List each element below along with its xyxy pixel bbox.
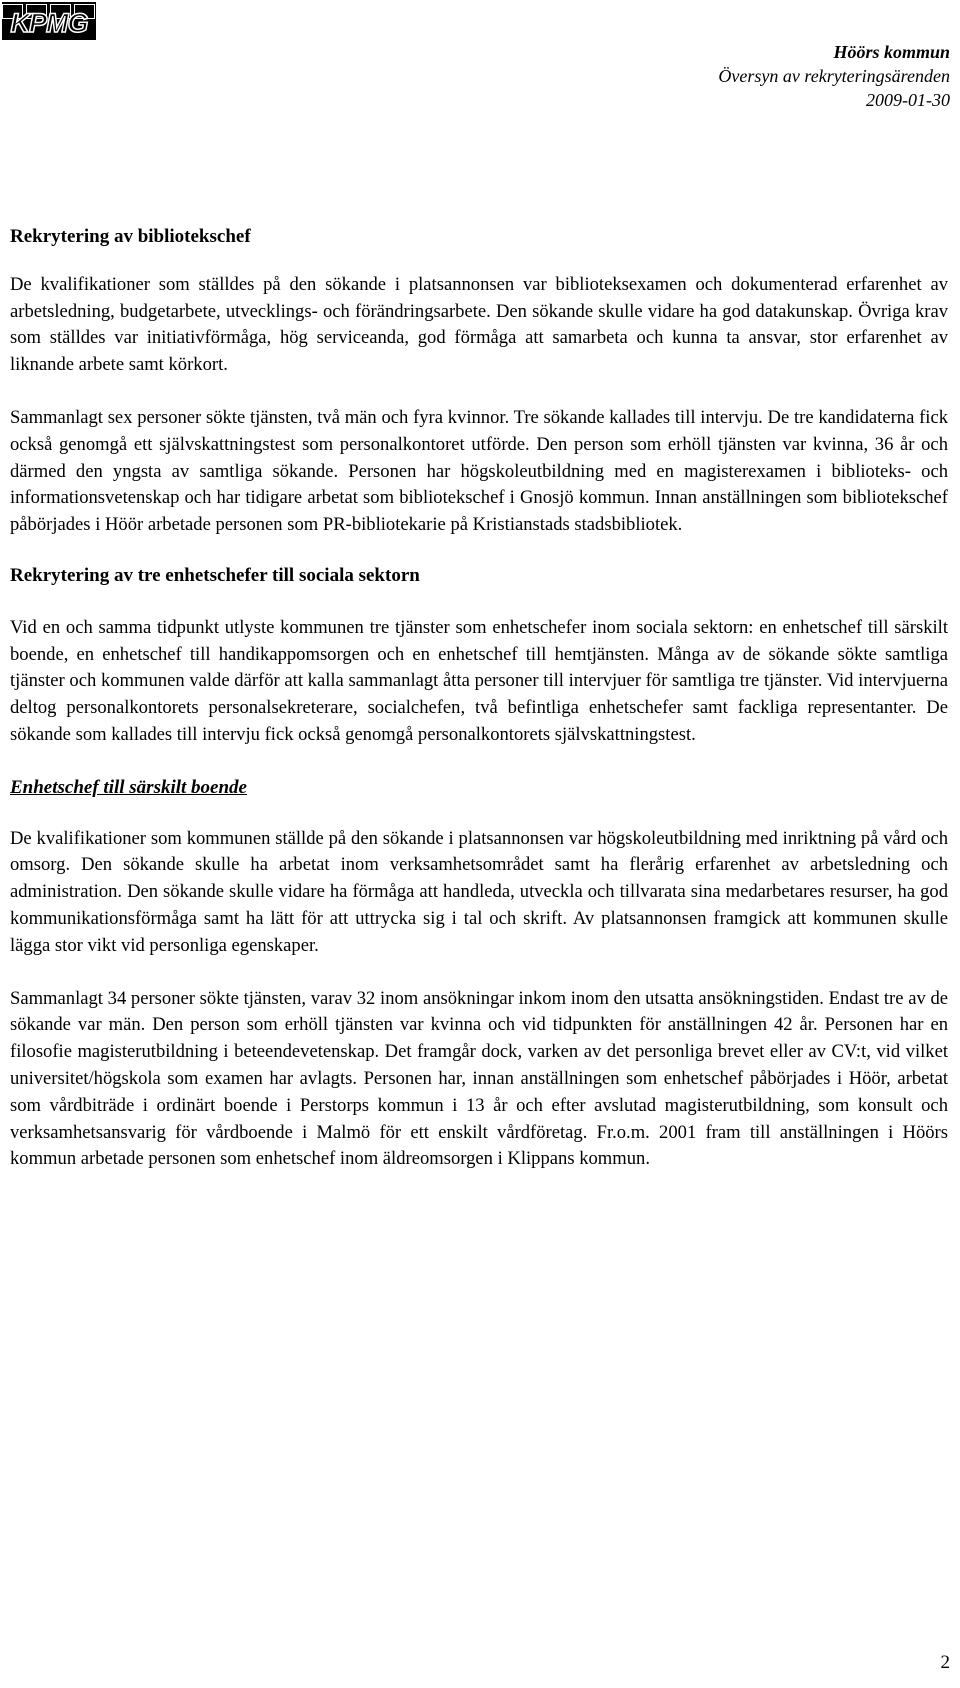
section-heading-enhetschefer: Rekrytering av tre enhetschefer till sociala sektorn [10, 564, 420, 586]
document-body [10, 224, 948, 1173]
paragraph: De kvalifikationer som ställdes på den sökande i platsannonsen var biblioteksexamen och dokumenterad erfarenhet av arbetsledning, budgetarbete, utvecklings- och förändringsarbete. Den sökande skulle vidare ha god datakunskap. Övriga krav som ställdes var initiativförmåga, hög serviceanda, god förmåga att samarbeta och kunna ta ansvar, stor erfarenhet av liknande arbete samt körkort. [10, 273, 948, 376]
paragraph: Vid en och samma tidpunkt utlyste kommunen tre tjänster som enhetschefer inom sociala sektorn: en enhetschef till särskilt boende, en enhetschef till handikappomsorgen och en enhetschef till hemtjänsten. Många av de sökande sökte samtliga tjänster och kommunen valde därför att kalla sammanlagt åtta personer till intervjuer för samtliga tre tjänster. Vid intervjuerna deltog personalkontorets personalsekreterare, socialchefen, två befintliga enhetschefer samt fackliga representanter. De sökande som kallades till intervju fick också genomgå personalkontorets självskattningstest. [10, 616, 948, 745]
header-organization: Höörs kommun [833, 42, 950, 62]
header-date: 2009-01-30 [866, 90, 950, 110]
kpmg-logo [2, 2, 96, 40]
paragraph: Sammanlagt 34 personer sökte tjänsten, varav 32 inom ansökningar inkom inom den utsatta ansökningstiden. Endast tre av de sökande var män. Den person som erhöll tjänsten var kvinna och vid tidpunkten för anställningen 42 år. Personen har en filosofie magisterutbildning i beteendevetenskap. Det framgår dock, varken av det personliga brevet eller av CV:t, vid vilket universitet/högskola som examen har avlagts. Personen har, innan anställningen som enhetschef påbörjades i Höör, arbetat som vårdbiträde i ordinärt boende i Perstorps kommun i 13 år och efter avslutad magisterutbildning, som konsult och verksamhetsansvarig för vårdboende i Malmö för ett enskilt vårdföretag. Fr.o.m. 2001 fram till anställningen i Höörs kommun arbetade personen som enhetschef inom äldreomsorgen i Klippans kommun. [10, 987, 948, 1170]
section-heading-bibliotekschef: Rekrytering av bibliotekschef [10, 226, 251, 247]
paragraph: De kvalifikationer som kommunen ställde på den sökande i platsannonsen var högskoleutbildning med inriktning på vård och omsorg. Den sökande skulle ha arbetat inom verksamhetsområdet samt ha flerårig erfarenhet av arbetsledning och administration. Den sökande skulle vidare ha förmåga att handleda, utveckla och tillvarata sina medarbetares resurser, ha god kommunikationsförmåga samt ha lätt för att uttrycka sig i tal och skrift. Av platsannonsen framgick att kommunen skulle lägga stor vikt vid personliga egenskaper. [10, 827, 948, 956]
subsection-heading-sarskilt-boende: Enhetschef till särskilt boende [10, 776, 247, 798]
page-header [718, 40, 950, 112]
logo-text: KPMG [10, 8, 88, 38]
page-number: 2 [940, 1652, 950, 1673]
paragraph: Sammanlagt sex personer sökte tjänsten, två män och fyra kvinnor. Tre sökande kallades till intervju. De tre kandidaterna fick också genomgå ett självskattningstest som personalkontoret utförde. Den person som erhöll tjänsten var kvinna, 36 år och därmed den yngsta av samtliga sökande. Personen har högskoleutbildning med en magisterexamen i biblioteks- och informationsvetenskap och har tidigare arbetat som bibliotekschef i Gnosjö kommun. Innan anställningen som bibliotekschef påbörjades i Höör arbetade personen som PR-bibliotekarie på Kristianstads stadsbibliotek. [10, 406, 948, 536]
header-report-title: Översyn av rekryteringsärenden [718, 66, 950, 86]
